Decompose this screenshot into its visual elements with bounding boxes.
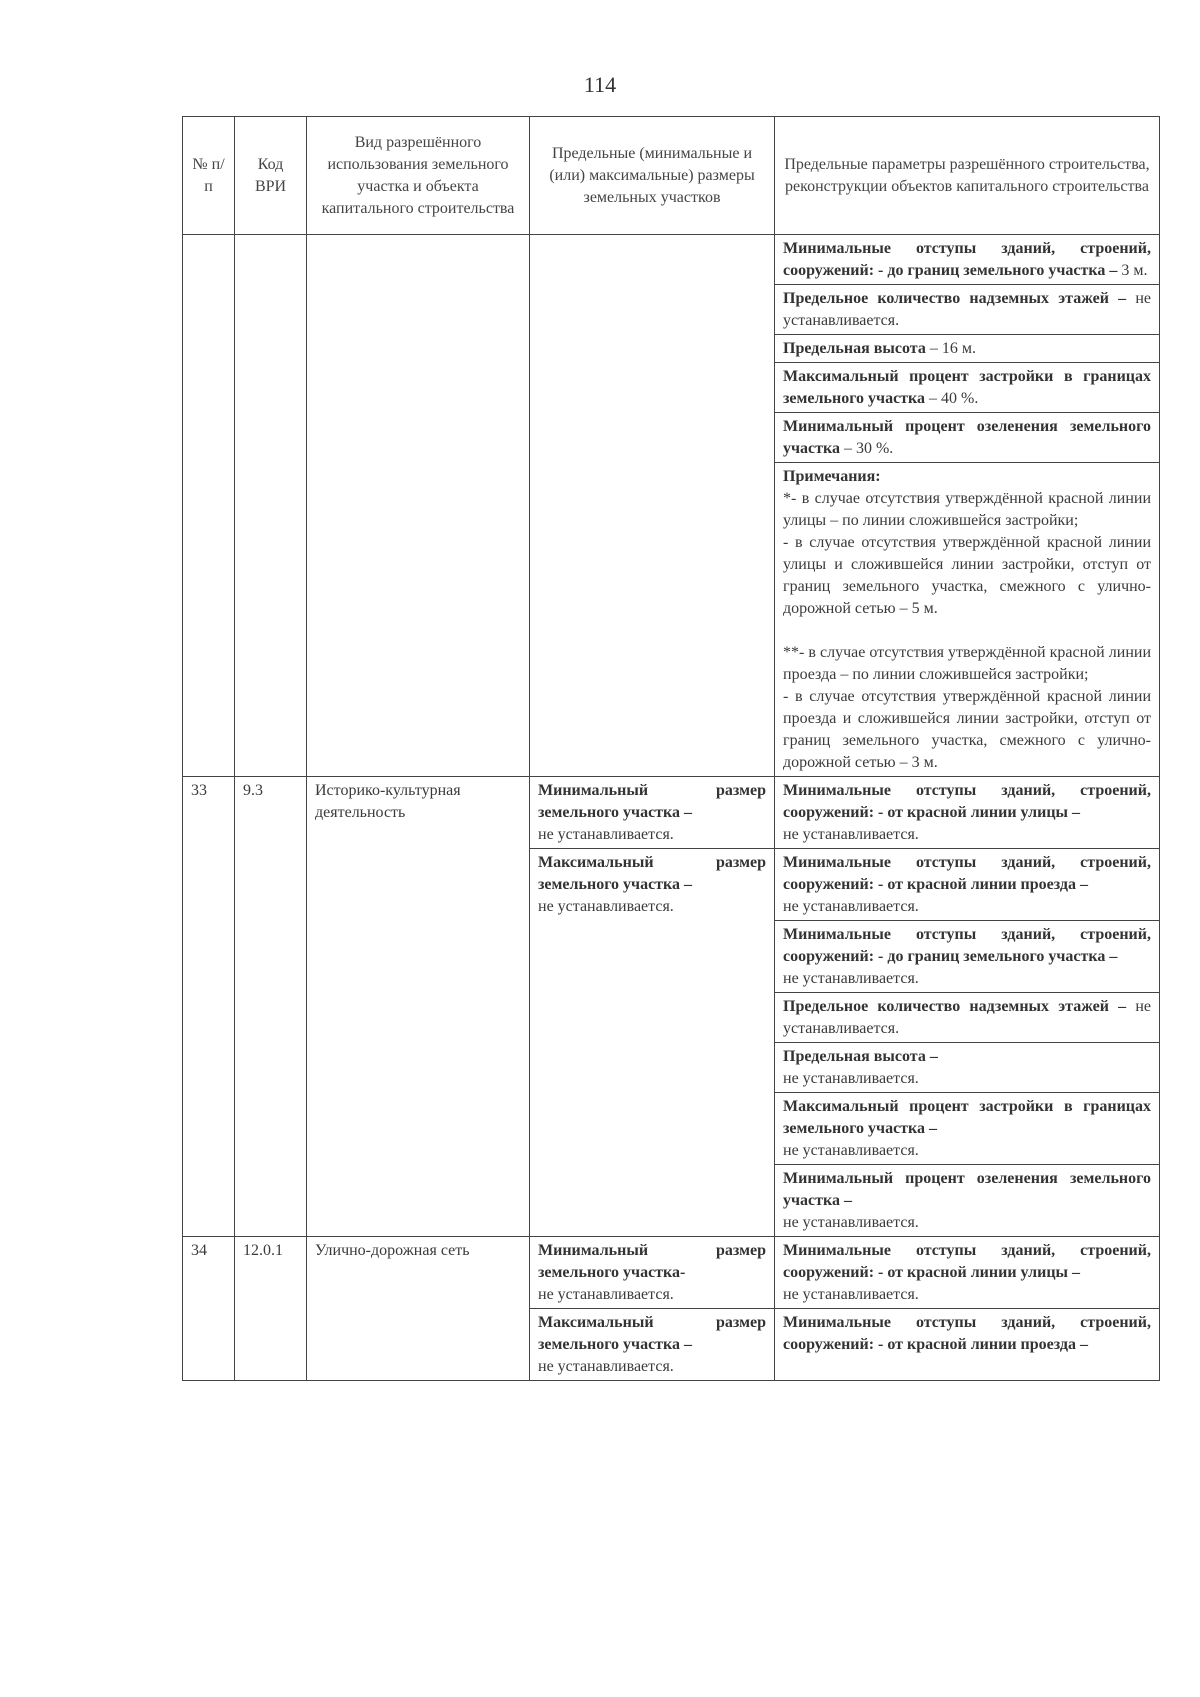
cont-type bbox=[307, 235, 530, 777]
param-cell: Предельное количество надземных этажей – не устанавливается. bbox=[775, 993, 1160, 1043]
cont-code bbox=[235, 235, 307, 777]
param-cell: Минимальные отступы зданий, строений, сооружений: - от красной линии проезда – не устанавливается. bbox=[775, 849, 1160, 921]
land-size-cell: Максимальный размер земельного участка – не устанавливается. bbox=[530, 1309, 775, 1381]
header-use-type: Вид разрешённого использования земельного участка и объекта капитального строительства bbox=[307, 117, 530, 235]
page-number: 114 bbox=[583, 72, 617, 97]
note-text: - в случае отсутствия утверждённой красной линии проезда и сложившейся линии застройки, отступ от границ земельного участка, смежного с улично-дорожной сетью – 3 м. bbox=[783, 688, 1151, 771]
notes-title: Примечания: bbox=[783, 468, 881, 485]
param-cell: Предельное количество надземных этажей – не устанавливается. bbox=[775, 285, 1160, 335]
cont-land bbox=[530, 235, 775, 777]
header-row bbox=[183, 117, 1160, 235]
header-num: № п/п bbox=[183, 117, 235, 235]
land-size-cell: Максимальный размер земельного участка – не устанавливается. bbox=[530, 849, 775, 1237]
table-row bbox=[183, 777, 1160, 849]
header-params: Предельные параметры разрешённого строительства, реконструкции объектов капитального строительства bbox=[775, 117, 1160, 235]
param-cell: Минимальные отступы зданий, строений, сооружений: - от красной линии проезда – bbox=[775, 1309, 1160, 1381]
table-row bbox=[183, 235, 1160, 285]
param-cell: Минимальные отступы зданий, строений, сооружений: - до границ земельного участка – не устанавливается. bbox=[775, 921, 1160, 993]
param-cell: Максимальный процент застройки в границах земельного участка – не устанавливается. bbox=[775, 1093, 1160, 1165]
param-cell: Предельная высота – не устанавливается. bbox=[775, 1043, 1160, 1093]
note-text: **- в случае отсутствия утверждённой красной линии проезда – по линии сложившейся застройки; bbox=[783, 644, 1151, 683]
header-code: Код ВРИ bbox=[235, 117, 307, 235]
param-cell: Минимальный процент озеленения земельного участка – не устанавливается. bbox=[775, 1165, 1160, 1237]
row-code: 9.3 bbox=[235, 777, 307, 1237]
param-cell: Минимальные отступы зданий, строений, сооружений: - до границ земельного участка – 3 м. bbox=[775, 235, 1160, 285]
table-row bbox=[183, 1237, 1160, 1309]
header-land-size: Предельные (минимальные и (или) максимальные) размеры земельных участков bbox=[530, 117, 775, 235]
regulations-table bbox=[182, 116, 1160, 1381]
notes-cell bbox=[775, 463, 1160, 777]
note-text: - в случае отсутствия утверждённой красной линии улицы и сложившейся линии застройки, отступ от границ земельного участка, смежного с улично-дорожной сетью – 5 м. bbox=[783, 534, 1151, 617]
row-use-type: Историко-культурная деятельность bbox=[307, 777, 530, 1237]
row-number: 34 bbox=[183, 1237, 235, 1381]
param-cell: Максимальный процент застройки в границах земельного участка – 40 %. bbox=[775, 363, 1160, 413]
param-cell: Предельная высота – 16 м. bbox=[775, 335, 1160, 363]
land-size-cell: Минимальный размер земельного участка – не устанавливается. bbox=[530, 777, 775, 849]
land-size-cell: Минимальный размер земельного участка- не устанавливается. bbox=[530, 1237, 775, 1309]
row-number: 33 bbox=[183, 777, 235, 1237]
note-text: *- в случае отсутствия утверждённой красной линии улицы – по линии сложившейся застройки; bbox=[783, 490, 1151, 529]
cont-num bbox=[183, 235, 235, 777]
param-cell: Минимальные отступы зданий, строений, сооружений: - от красной линии улицы – не устанавливается. bbox=[775, 777, 1160, 849]
row-use-type: Улично-дорожная сеть bbox=[307, 1237, 530, 1381]
param-cell: Минимальный процент озеленения земельного участка – 30 %. bbox=[775, 413, 1160, 463]
row-code: 12.0.1 bbox=[235, 1237, 307, 1381]
param-cell: Минимальные отступы зданий, строений, сооружений: - от красной линии улицы – не устанавливается. bbox=[775, 1237, 1160, 1309]
